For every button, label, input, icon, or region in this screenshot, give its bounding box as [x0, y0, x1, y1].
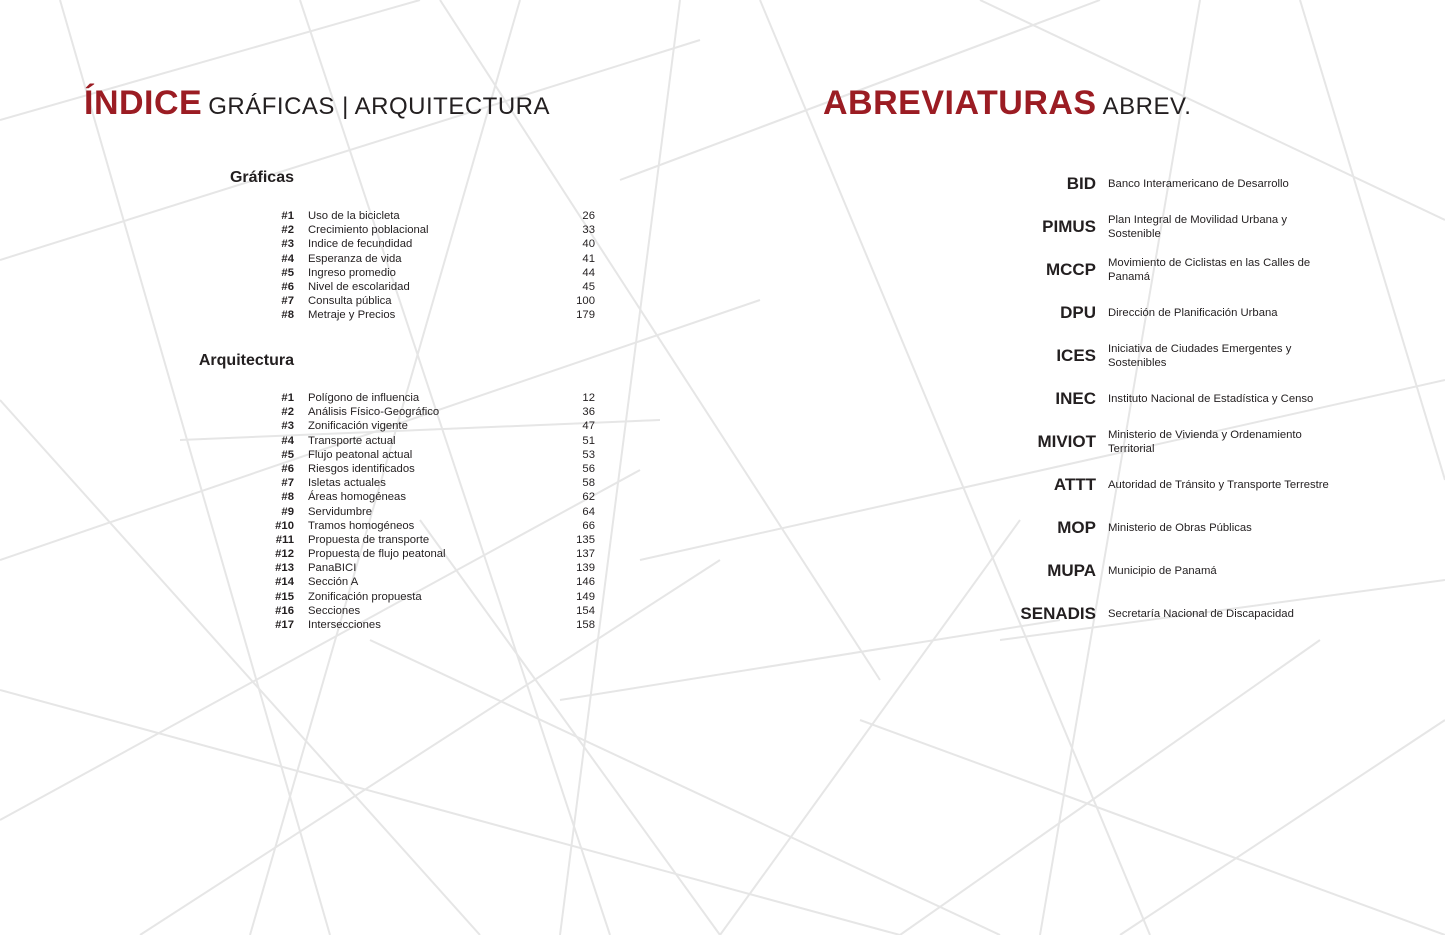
abbreviation-code: MIVIOT: [1037, 431, 1096, 451]
toc-entry-number: #8: [281, 491, 294, 504]
toc-entry[interactable]: [200, 209, 600, 223]
toc-entry-page: 179: [576, 309, 595, 322]
abbreviation-description: Plan Integral de Movilidad Urbana y Sostenible: [1108, 213, 1287, 240]
abbreviation-description: Dirección de Planificación Urbana: [1108, 306, 1278, 319]
toc-entry-label: Consulta pública: [308, 295, 392, 308]
toc-entry-page: 56: [582, 462, 595, 475]
toc-entry-label: Riesgos identificados: [308, 462, 415, 475]
toc-entry-page: 137: [576, 548, 595, 561]
toc-entry-page: 146: [576, 576, 595, 589]
graficas-list: [200, 209, 600, 323]
toc-entry[interactable]: [200, 280, 600, 294]
toc-entry[interactable]: [200, 308, 600, 322]
abbreviations-heading-title: ABREVIATURAS: [823, 84, 1097, 122]
graficas-section-title: Gráficas: [229, 169, 294, 186]
toc-entry-label: Zonificación propuesta: [308, 590, 422, 603]
abbreviations-list: [990, 162, 1390, 635]
toc-entry-number: #9: [281, 505, 294, 518]
toc-entry-page: 40: [582, 238, 595, 251]
toc-entry[interactable]: [200, 575, 600, 589]
abbreviation-code: DPU: [1060, 302, 1096, 322]
toc-entry-label: Tramos homogéneos: [308, 519, 415, 532]
abbreviation-code: MCCP: [1045, 259, 1096, 279]
abbreviation-description: Secretaría Nacional de Discapacidad: [1108, 607, 1294, 620]
toc-entry-page: 66: [582, 519, 595, 532]
toc-entry-number: #17: [275, 619, 294, 631]
toc-entry-number: #15: [275, 590, 294, 603]
arquitectura-list: [200, 391, 600, 632]
toc-entry[interactable]: [200, 434, 600, 448]
toc-entry[interactable]: [200, 448, 600, 462]
toc-entry-label: Propuesta de flujo peatonal: [308, 548, 446, 561]
abbreviations-heading-subtitle: ABREV.: [1102, 93, 1192, 120]
abbreviation-code: ATTT: [1053, 474, 1096, 494]
index-heading: [84, 86, 550, 120]
abbreviation-entry: [990, 205, 1390, 248]
toc-entry-label: Uso de la bicicleta: [308, 210, 400, 222]
toc-entry-label: Metraje y Precios: [308, 309, 396, 322]
toc-entry-label: Flujo peatonal actual: [308, 448, 413, 461]
toc-entry-page: 58: [582, 477, 595, 490]
toc-entry-label: Nivel de escolaridad: [308, 280, 410, 293]
abbreviation-code: BID: [1066, 173, 1096, 193]
toc-entry-number: #14: [275, 576, 294, 589]
abbreviation-description: Ministerio de Vivienda y Ordenamiento Territorial: [1108, 428, 1302, 455]
abbreviation-description: Banco Interamericano de Desarrollo: [1108, 177, 1289, 190]
toc-entry[interactable]: [200, 618, 600, 632]
toc-entry-label: Secciones: [308, 604, 361, 617]
toc-entry-label: Transporte actual: [308, 434, 396, 447]
abbreviation-description: Ministerio de Obras Públicas: [1108, 521, 1252, 534]
abbreviation-code: SENADIS: [1020, 603, 1096, 623]
toc-entry-number: #12: [275, 548, 294, 561]
toc-entry-label: Esperanza de vida: [308, 252, 402, 265]
toc-entry-page: 51: [582, 434, 595, 447]
toc-entry-label: PanaBICI: [308, 562, 357, 575]
toc-entry[interactable]: [200, 223, 600, 237]
toc-entry[interactable]: [200, 252, 600, 266]
toc-entry[interactable]: [200, 519, 600, 533]
toc-entry-page: 158: [576, 619, 595, 631]
toc-entry-page: 47: [582, 420, 595, 433]
toc-entry-number: #6: [281, 462, 294, 475]
toc-entry-page: 44: [582, 266, 595, 279]
toc-entry-label: Servidumbre: [308, 505, 373, 518]
toc-entry-label: Ingreso promedio: [308, 266, 396, 279]
toc-entry-number: #16: [275, 604, 294, 617]
abbreviation-entry: [990, 463, 1390, 506]
abbreviations-heading: [823, 86, 1191, 120]
toc-entry-page: 53: [582, 448, 595, 461]
abbreviation-entry: [990, 420, 1390, 463]
toc-entry-page: 26: [582, 210, 595, 222]
toc-entry-page: 139: [576, 562, 595, 575]
arquitectura-section-title: Arquitectura: [198, 352, 294, 369]
toc-entry[interactable]: [200, 505, 600, 519]
toc-entry-number: #2: [281, 406, 294, 419]
toc-entry-label: Análisis Físico-Geográfico: [308, 406, 440, 419]
toc-entry-number: #11: [275, 533, 294, 546]
toc-entry-label: Propuesta de transporte: [308, 533, 430, 546]
toc-entry-number: #1: [281, 210, 294, 222]
abbreviation-entry: [990, 291, 1390, 334]
abbreviation-code: ICES: [1056, 345, 1096, 365]
abbreviation-entry: [990, 549, 1390, 592]
abbreviation-entry: [990, 377, 1390, 420]
toc-entry-page: 100: [576, 295, 595, 308]
toc-entry-number: #3: [281, 420, 294, 433]
toc-entry[interactable]: [200, 419, 600, 433]
abbreviation-entry: [990, 334, 1390, 377]
index-heading-subtitle: GRÁFICAS | ARQUITECTURA: [208, 93, 551, 120]
toc-entry[interactable]: [200, 590, 600, 604]
toc-entry-number: #8: [281, 309, 294, 322]
abbreviation-entry: [990, 592, 1390, 635]
toc-entry-label: Intersecciones: [308, 619, 381, 631]
toc-entry-number: #2: [281, 224, 294, 237]
toc-entry-number: #4: [281, 252, 294, 265]
toc-entry-page: 64: [582, 505, 595, 518]
abbreviation-code: PIMUS: [1042, 216, 1096, 236]
toc-entry[interactable]: [200, 294, 600, 308]
toc-entry-page: 33: [582, 224, 595, 237]
toc-entry-label: Zonificación vigente: [308, 420, 408, 433]
toc-entry-number: #6: [281, 280, 294, 293]
abbreviation-entry: [990, 506, 1390, 549]
toc-entry-page: 135: [576, 533, 595, 546]
toc-entry[interactable]: [200, 462, 600, 476]
abbreviation-code: MUPA: [1047, 560, 1096, 580]
abbreviation-description: Autoridad de Tránsito y Transporte Terrestre: [1108, 478, 1329, 491]
abbreviation-entry: [990, 162, 1390, 205]
toc-entry-label: Indice de fecundidad: [308, 238, 413, 251]
abbreviation-description: Iniciativa de Ciudades Emergentes y Sostenibles: [1108, 342, 1292, 369]
toc-entry-page: 45: [582, 280, 595, 293]
toc-entry[interactable]: [200, 266, 600, 280]
toc-entry-number: #4: [281, 434, 294, 447]
toc-entry-label: Polígono de influencia: [308, 392, 420, 404]
toc-entry[interactable]: [200, 405, 600, 419]
toc-entry[interactable]: [200, 604, 600, 618]
toc-entry-page: 41: [582, 252, 595, 265]
toc-entry-page: 149: [576, 590, 595, 603]
toc-entry-page: 62: [582, 491, 595, 504]
toc-entry[interactable]: [200, 490, 600, 504]
toc-entry-number: #7: [281, 477, 294, 490]
toc-entry[interactable]: [200, 476, 600, 490]
toc-entry[interactable]: [200, 237, 600, 251]
toc-entry-label: Áreas homogéneas: [308, 491, 406, 504]
toc-entry[interactable]: [200, 547, 600, 561]
toc-entry-page: 36: [582, 406, 595, 419]
toc-entry-label: Sección A: [308, 576, 359, 589]
toc-entry-label: Isletas actuales: [308, 477, 386, 490]
abbreviation-code: INEC: [1055, 388, 1096, 408]
toc-entry[interactable]: [200, 533, 600, 547]
abbreviation-code: MOP: [1057, 517, 1096, 537]
toc-entry-number: #3: [281, 238, 294, 251]
toc-entry[interactable]: [200, 391, 600, 405]
index-heading-title: ÍNDICE: [84, 84, 203, 122]
toc-entry[interactable]: [200, 561, 600, 575]
toc-entry-label: Crecimiento poblacional: [308, 224, 429, 237]
toc-entry-number: #5: [281, 266, 294, 279]
abbreviation-entry: [990, 248, 1390, 291]
toc-entry-page: 12: [582, 392, 595, 404]
abbreviation-description: Municipio de Panamá: [1108, 564, 1217, 577]
abbreviation-description: Instituto Nacional de Estadística y Censo: [1108, 392, 1314, 405]
toc-entry-number: #5: [281, 448, 294, 461]
toc-entry-number: #13: [275, 562, 294, 575]
toc-entry-number: #10: [275, 519, 294, 532]
toc-entry-page: 154: [576, 604, 595, 617]
toc-entry-number: #1: [281, 392, 294, 404]
toc-entry-number: #7: [281, 295, 294, 308]
abbreviation-description: Movimiento de Ciclistas en las Calles de Panamá: [1108, 256, 1311, 283]
